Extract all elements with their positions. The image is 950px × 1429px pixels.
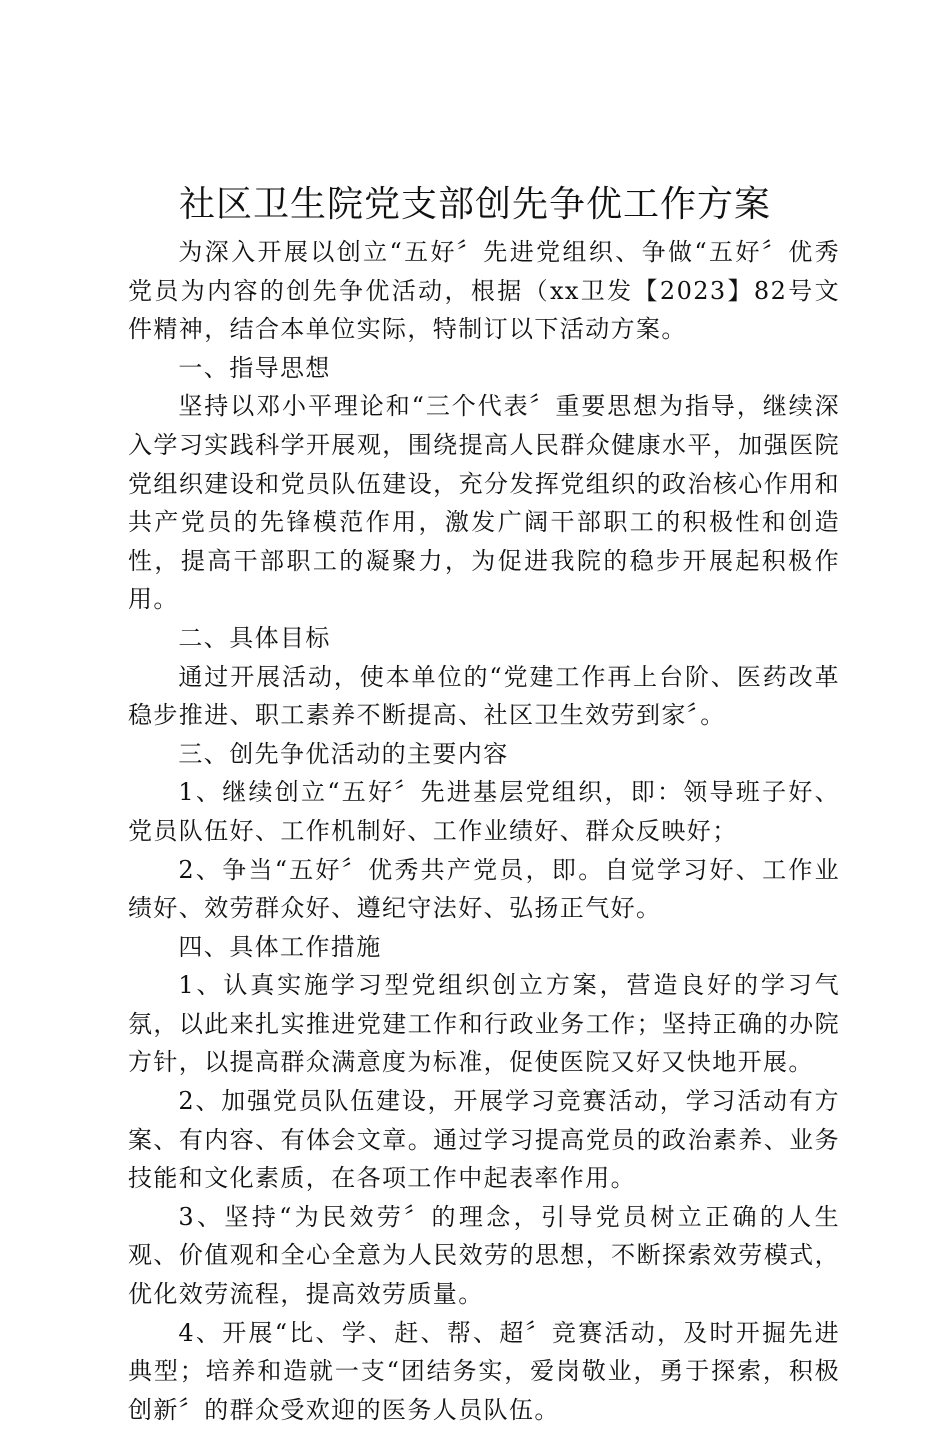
specific-goals-paragraph: 通过开展活动，使本单位的“党建工作再上台阶、医药改革稳步推进、职工素养不断提高、社区卫生效劳到家〞。 [128, 662, 840, 730]
main-content-item-2: 2、争当“五好〞优秀共产党员，即。自觉学习好、工作业绩好、效劳群众好、遵纪守法好、弘扬正气好。 [128, 855, 840, 923]
document-body [128, 233, 840, 1429]
measure-item-1: 1、认真实施学习型党组织创立方案，营造良好的学习气氛，以此来扎实推进党建工作和行政业务工作；坚持正确的办院方针，以提高群众满意度为标准，促使医院又好又快地开展。 [128, 971, 840, 1077]
measure-item-4: 4、开展“比、学、赶、帮、超〞竞赛活动，及时开掘先进典型；培养和造就一支“团结务实，爱岗敬业，勇于探索，积极创新〞的群众受欢迎的医务人员队伍。 [128, 1318, 840, 1424]
guiding-thought-paragraph: 坚持以邓小平理论和“三个代表〞重要思想为指导，继续深入学习实践科学开展观，围绕提高人民群众健康水平，加强医院党组织建设和党员队伍建设，充分发挥党组织的政治核心作用和共产党员的先锋模范作用，激发广阔干部职工的积极性和创造性，提高干部职工的凝聚力，为促进我院的稳步开展起积极作用。 [128, 392, 840, 614]
document-title: 社区卫生院党支部创先争优工作方案 [178, 184, 771, 225]
measure-item-2: 2、加强党员队伍建设，开展学习竞赛活动，学习活动有方案、有内容、有体会文章。通过学习提高党员的政治素养、业务技能和文化素质，在各项工作中起表率作用。 [128, 1087, 840, 1193]
section-heading-guiding-thought: 一、指导思想 [178, 353, 331, 382]
main-content-item-1: 1、继续创立“五好〞先进基层党组织，即：领导班子好、党员队伍好、工作机制好、工作业绩好、群众反映好； [128, 778, 840, 845]
section-heading-specific-goals: 二、具体目标 [178, 623, 331, 652]
intro-paragraph: 为深入开展以创立“五好〞先进党组织、争做“五好〞优秀党员为内容的创先争优活动，根据（xx卫发【2023】82号文件精神，结合本单位实际，特制订以下活动方案。 [128, 238, 840, 344]
section-heading-measures: 四、具体工作措施 [178, 932, 382, 961]
measure-item-3: 3、坚持“为民效劳〞的理念，引导党员树立正确的人生观、价值观和全心全意为人民效劳的思想，不断探索效劳模式，优化效劳流程，提高效劳质量。 [128, 1202, 840, 1309]
section-heading-main-content: 三、创先争优活动的主要内容 [178, 739, 509, 768]
